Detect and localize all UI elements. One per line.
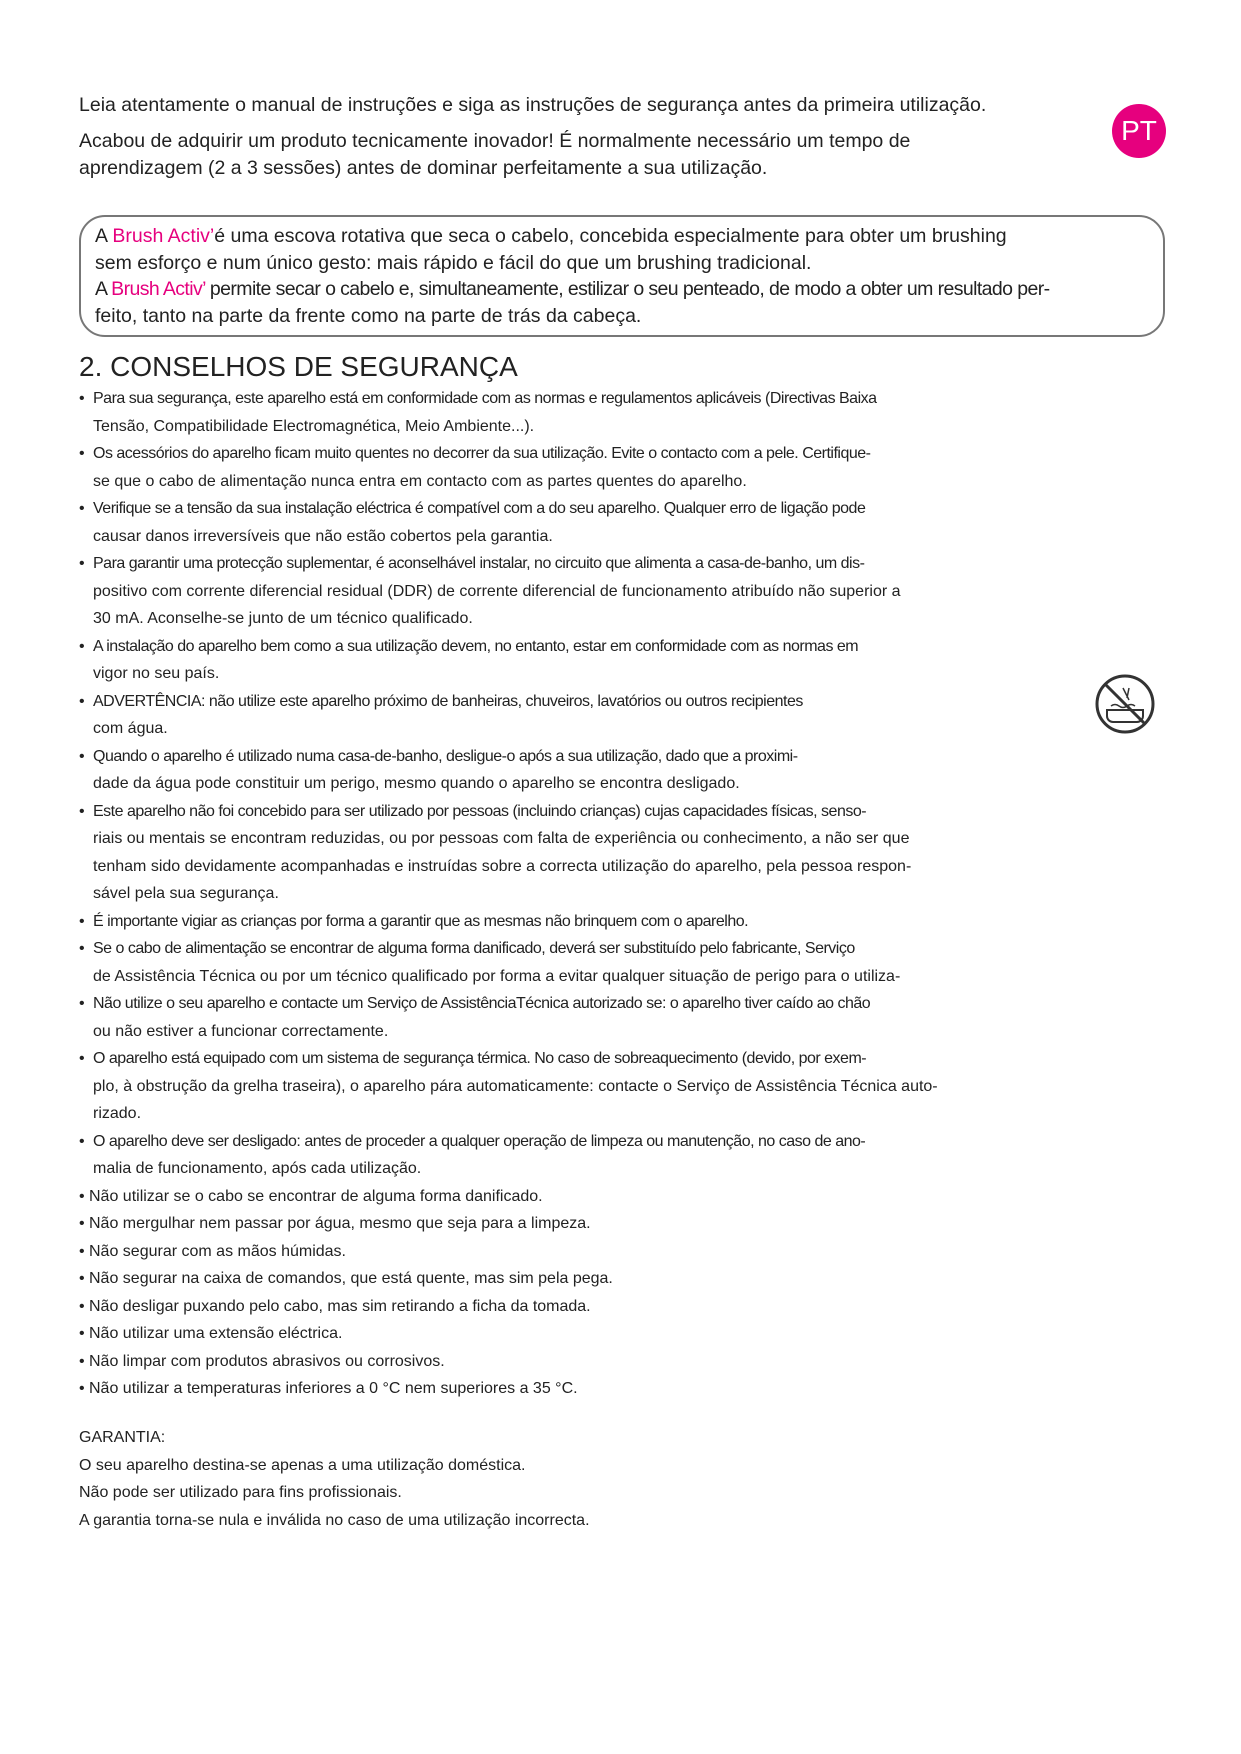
no-water-bath-icon <box>1093 672 1157 736</box>
bullet-icon: • <box>79 1242 85 1260</box>
bullet-icon: • <box>79 555 85 572</box>
safety-item-line: ou não estiver a funcionar correctamente. <box>93 1022 389 1040</box>
safety-short-item <box>79 1375 1219 1403</box>
bullet-icon: • <box>79 692 85 710</box>
guarantee-title: GARANTIA: <box>79 1429 166 1446</box>
safety-item-line: 30 mA. Aconselhe-se junto de um técnico qualificado. <box>93 610 473 627</box>
safety-short-item-text: Não desligar puxando pelo cabo, mas sim retirando a ficha da tomada. <box>89 1297 591 1315</box>
safety-short-item-text: Não utilizar se o cabo se encontrar de alguma forma danificado. <box>89 1187 543 1205</box>
safety-item-line: ADVERTÊNCIA: não utilize este aparelho próximo de banheiras, chuveiros, lavatórios ou outros recipientes <box>93 692 803 710</box>
bullet-icon: • <box>79 1270 85 1287</box>
bullet-icon: • <box>79 912 85 930</box>
safety-item <box>79 935 1219 990</box>
intro-line-3: aprendizagem (2 a 3 sessões) antes de dominar perfeitamente a sua utilização. <box>79 157 768 179</box>
description-line-4: feito, tanto na parte da frente como na parte de trás da cabeça. <box>95 304 642 327</box>
brand-name: Brush Activ’ <box>112 225 215 247</box>
safety-item-line: Tensão, Compatibilidade Electromagnética, Meio Ambiente...). <box>93 417 535 435</box>
safety-item-line: plo, à obstrução da grelha traseira), o aparelho pára automaticamente: contacte o Serviço de Assistência Técnica auto- <box>93 1077 938 1095</box>
safety-item <box>79 385 1219 440</box>
safety-item <box>79 440 1219 495</box>
safety-short-item-text: Não utilizar uma extensão eléctrica. <box>89 1325 343 1342</box>
safety-item-line: Para sua segurança, este aparelho está em conformidade com as normas e regulamentos aplicáveis (Directivas Baixa <box>93 390 877 407</box>
bullet-icon: • <box>79 390 85 407</box>
safety-item-line: Quando o aparelho é utilizado numa casa-de-banho, desligue-o após a sua utilização, dado que a proximi- <box>93 747 798 765</box>
bullet-icon: • <box>79 1380 85 1397</box>
safety-short-item <box>79 1265 1219 1293</box>
safety-item <box>79 1128 1219 1183</box>
safety-short-item <box>79 1348 1219 1376</box>
safety-list <box>79 385 1219 1403</box>
safety-item-line: causar danos irreversíveis que não estão cobertos pela garantia. <box>93 527 553 545</box>
bullet-icon: • <box>79 1215 85 1232</box>
guarantee-line-2: Não pode ser utilizado para fins profissionais. <box>79 1484 402 1501</box>
bullet-icon: • <box>79 1132 85 1150</box>
safety-short-item <box>79 1238 1219 1266</box>
safety-item <box>79 495 1219 550</box>
bullet-icon: • <box>79 445 85 462</box>
bullet-icon: • <box>79 1325 85 1342</box>
bullet-icon: • <box>79 802 85 820</box>
safety-item-line: com água. <box>93 720 168 737</box>
bullet-icon: • <box>79 747 85 765</box>
safety-item-line: dade da água pode constituir um perigo, mesmo quando o aparelho se encontra desligado. <box>93 775 740 792</box>
brand-name-2: Brush Activ’ <box>111 278 206 300</box>
description-line-1: A Brush Activ’é uma escova rotativa que seca o cabelo, concebida especialmente para obter um brushing <box>95 225 1007 247</box>
safety-item-line: Se o cabo de alimentação se encontrar de alguma forma danificado, deverá ser substituído pelo fabricante, Serviço <box>93 940 855 957</box>
safety-item <box>79 990 1219 1045</box>
safety-short-item-text: Não mergulhar nem passar por água, mesmo que seja para a limpeza. <box>89 1215 591 1232</box>
safety-item-line: É importante vigiar as crianças por forma a garantir que as mesmas não brinquem com o aparelho. <box>93 912 749 930</box>
bullet-icon: • <box>79 1297 85 1315</box>
bullet-icon: • <box>79 1352 85 1370</box>
safety-item <box>79 798 1219 908</box>
safety-item-line: sável pela sua segurança. <box>93 885 279 902</box>
bullet-icon: • <box>79 637 85 655</box>
intro-line-1: Leia atentamente o manual de instruções e siga as instruções de segurança antes da primeira utilização. <box>79 94 987 116</box>
safety-item <box>79 908 1219 936</box>
safety-item-line: malia de funcionamento, após cada utilização. <box>93 1160 422 1177</box>
bullet-icon: • <box>79 940 85 957</box>
safety-short-item-text: Não utilizar a temperaturas inferiores a 0 °C nem superiores a 35 °C. <box>89 1380 578 1397</box>
safety-item-line: tenham sido devidamente acompanhadas e instruídas sobre a correcta utilização do aparelho, pela pessoa respon- <box>93 857 912 875</box>
safety-item-line: O aparelho está equipado com um sistema de segurança térmica. No caso de sobreaquecimento (devido, por exem- <box>93 1050 867 1067</box>
product-description-box <box>79 215 1165 337</box>
safety-short-item-text: Não limpar com produtos abrasivos ou corrosivos. <box>89 1352 445 1370</box>
guarantee-section <box>79 1424 590 1534</box>
safety-item <box>79 1045 1219 1128</box>
safety-item-line: Não utilize o seu aparelho e contacte um Serviço de AssistênciaTécnica autorizado se: o aparelho tiver caído ao chão <box>93 995 871 1012</box>
intro-line-2: Acabou de adquirir um produto tecnicamente inovador! É normalmente necessário um tempo de <box>79 129 911 152</box>
bullet-icon: • <box>79 1050 85 1067</box>
safety-short-item <box>79 1293 1219 1321</box>
safety-item <box>79 550 1219 633</box>
safety-item-line: se que o cabo de alimentação nunca entra em contacto com as partes quentes do aparelho. <box>93 472 747 490</box>
safety-item-line: Verifique se a tensão da sua instalação eléctrica é compatível com a do seu aparelho. Qualquer erro de ligação pode <box>93 500 866 517</box>
safety-short-item-text: Não segurar com as mãos húmidas. <box>89 1242 346 1260</box>
safety-short-item <box>79 1210 1219 1238</box>
intro <box>79 92 1199 191</box>
safety-item-line: O aparelho deve ser desligado: antes de proceder a qualquer operação de limpeza ou manutenção, no caso de ano- <box>93 1132 866 1150</box>
safety-item-line: vigor no seu país. <box>93 665 220 682</box>
safety-item <box>79 688 1219 743</box>
safety-item-line: positivo com corrente diferencial residual (DDR) de corrente diferencial de funcionamento atribuído não superior a <box>93 582 901 600</box>
bullet-icon: • <box>79 995 85 1012</box>
section-title: 2. CONSELHOS DE SEGURANÇA <box>79 351 518 382</box>
safety-short-item <box>79 1183 1219 1211</box>
safety-item-line: A instalação do aparelho bem como a sua utilização devem, no entanto, estar em conformidade com as normas em <box>93 637 859 655</box>
guarantee-line-3: A garantia torna-se nula e inválida no caso de uma utilização incorrecta. <box>79 1511 590 1529</box>
safety-item-line: rizado. <box>93 1105 142 1122</box>
bullet-icon: • <box>79 1187 85 1205</box>
language-badge: PT <box>1112 104 1166 158</box>
safety-short-item <box>79 1320 1219 1348</box>
safety-item-line: Os acessórios do aparelho ficam muito quentes no decorrer da sua utilização. Evite o contacto com a pele. Certifique- <box>93 445 871 462</box>
guarantee-line-1: O seu aparelho destina-se apenas a uma utilização doméstica. <box>79 1456 526 1474</box>
safety-item <box>79 743 1219 798</box>
safety-item-line: Este aparelho não foi concebido para ser utilizado por pessoas (incluindo crianças) cujas capacidades físicas, senso- <box>93 802 867 820</box>
description-line-2: sem esforço e num único gesto: mais rápido e fácil do que um brushing tradicional. <box>95 251 812 274</box>
safety-item-line: Para garantir uma protecção suplementar, é aconselhável instalar, no circuito que alimenta a casa-de-banho, um dis- <box>93 555 865 572</box>
bullet-icon: • <box>79 500 85 517</box>
safety-item <box>79 633 1219 688</box>
safety-short-item-text: Não segurar na caixa de comandos, que está quente, mas sim pela pega. <box>89 1270 613 1287</box>
safety-item-line: de Assistência Técnica ou por um técnico qualificado por forma a evitar qualquer situação de perigo para o utiliza- <box>93 967 901 985</box>
safety-item-line: riais ou mentais se encontram reduzidas, ou por pessoas com falta de experiência ou conhecimento, a não ser que <box>93 830 910 847</box>
description-line-3: A Brush Activ’ permite secar o cabelo e, simultaneamente, estilizar o seu penteado, de modo a obter um resultado per- <box>95 278 1050 300</box>
